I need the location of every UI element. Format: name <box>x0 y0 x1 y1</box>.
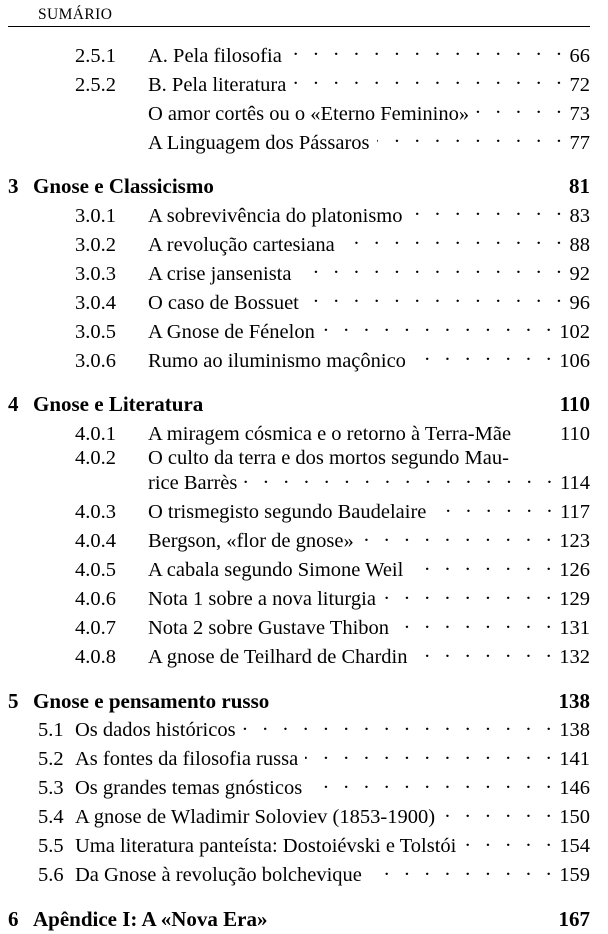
toc-subsection-row[interactable] <box>8 774 590 799</box>
subsection-number: 3.0.6 <box>75 349 116 372</box>
toc-chapter-row[interactable] <box>8 688 590 713</box>
chapter-number: 3 <box>8 174 19 198</box>
toc-entry-line <box>8 448 590 469</box>
chapter-page-number: 138 <box>558 688 590 713</box>
toc-title-wrap <box>148 70 590 95</box>
toc-subsection-row[interactable] <box>8 230 590 255</box>
subsection-title: Rumo ao iluminismo maçônico <box>148 349 406 372</box>
subsection-number: 5.2 <box>38 748 64 770</box>
subsection-page-number: 141 <box>559 748 590 770</box>
subsection-title: Uma literatura panteísta: Dostoiévski e Tolstói <box>75 835 457 857</box>
subsection-number: 4.0.8 <box>75 646 116 668</box>
toc-title-wrap <box>148 346 590 371</box>
toc-title-wrap <box>148 556 590 581</box>
subsection-number: 3.0.3 <box>75 262 116 285</box>
toc-title-wrap <box>148 498 590 523</box>
subsection-number: 5.5 <box>38 835 64 857</box>
subsection-page-number: 131 <box>559 617 590 639</box>
dot-leader <box>518 419 557 440</box>
header-rule <box>8 26 590 27</box>
dot-leader <box>410 556 556 577</box>
toc-subsection-row[interactable] <box>8 643 590 668</box>
subsection-title: Os grandes temas gnósticos <box>75 777 303 799</box>
toc-chapter-row[interactable] <box>8 394 590 415</box>
subsection-page-number: 126 <box>559 559 590 581</box>
toc-title-wrap <box>148 41 590 66</box>
subsection-page-number: 73 <box>569 102 590 125</box>
toc-title-wrap <box>75 745 590 770</box>
toc-unnumbered-row[interactable] <box>8 99 590 124</box>
subsection-page-number: 102 <box>559 320 590 343</box>
subsection-number: 3.0.1 <box>75 204 116 227</box>
subsection-title: O caso de Bossuet <box>148 291 299 314</box>
dot-leader <box>244 469 557 490</box>
toc-title-wrap <box>75 716 590 741</box>
subsection-title: A miragem cósmica e o retorno à Terra-Mãe <box>148 422 512 445</box>
subsection-page-number: 83 <box>569 204 590 227</box>
toc-title-wrap <box>148 643 590 668</box>
toc-title-wrap <box>75 803 590 828</box>
chapter-number: 6 <box>8 906 19 931</box>
subsection-page-number: 146 <box>559 777 590 799</box>
subsection-page-number: 66 <box>569 44 590 67</box>
dot-leader <box>342 230 567 251</box>
chapter-number: 5 <box>8 688 19 713</box>
toc-title-wrap <box>75 774 590 799</box>
dot-leader <box>415 643 557 664</box>
subsection-number: 4.0.6 <box>75 588 116 610</box>
subsection-title: B. Pela literatura <box>148 73 287 96</box>
toc-title-wrap <box>75 861 590 886</box>
dot-leader <box>289 41 567 62</box>
chapter-title: Apêndice I: A «Nova Era» <box>33 906 268 931</box>
subsection-page-number: 154 <box>559 835 590 857</box>
toc-chapter-row[interactable] <box>8 176 590 197</box>
subsection-number: 4.0.3 <box>75 501 116 523</box>
chapter-title: Gnose e pensamento russo <box>33 688 270 713</box>
subsection-number: 4.0.5 <box>75 559 116 581</box>
toc-title-wrap <box>148 288 590 313</box>
subsection-page-number: 114 <box>560 472 590 494</box>
toc-subsection-row[interactable] <box>8 259 590 284</box>
subsection-title: A gnose de Teilhard de Chardin <box>148 646 408 668</box>
toc-subsection-row[interactable] <box>8 317 590 342</box>
toc-subsection-row[interactable] <box>8 614 590 639</box>
subsection-title: Nota 1 sobre a nova liturgia <box>148 588 376 610</box>
running-header: SUMÁRIO <box>38 6 113 23</box>
subsection-number: 5.1 <box>38 719 64 741</box>
subsection-title: Da Gnose à revolução bolchevique <box>75 864 362 886</box>
subsection-number: 2.5.2 <box>75 73 116 96</box>
toc-title-wrap <box>75 832 590 857</box>
subsection-title-continued: rice Barrès <box>148 472 238 494</box>
row-spacer <box>8 930 590 934</box>
subsection-title: A. Pela filosofia <box>148 44 282 67</box>
dot-leader <box>413 346 556 367</box>
subsection-page-number: 92 <box>569 262 590 285</box>
dot-leader <box>309 774 556 795</box>
subsection-page-number: 123 <box>559 530 590 552</box>
subsection-page-number: 106 <box>559 349 590 372</box>
toc-title-wrap <box>148 585 590 610</box>
subsection-page-number: 117 <box>560 501 590 523</box>
toc-title-wrap <box>148 317 590 342</box>
toc-subsection-row[interactable] <box>8 70 590 95</box>
subsection-title: O trismegisto segundo Baudelaire <box>148 501 427 523</box>
dot-leader <box>463 832 556 853</box>
toc-subsection-row[interactable] <box>8 803 590 828</box>
toc-unnumbered-row[interactable] <box>8 128 590 153</box>
chapter-number: 4 <box>8 392 19 416</box>
subsection-page-number: 129 <box>559 588 590 610</box>
subsection-title: A cabala segundo Simone Weil <box>148 559 404 581</box>
chapter-page-number: 167 <box>558 906 590 931</box>
subsection-title: Bergson, «flor de gnose» <box>148 530 354 552</box>
toc-subsection-row[interactable] <box>8 585 590 610</box>
subsection-title: A gnose de Wladimir Soloviev (1853-1900) <box>75 806 436 828</box>
dot-leader <box>383 585 556 606</box>
toc-subsection-row[interactable] <box>8 346 590 371</box>
toc-title-wrap <box>148 469 590 494</box>
dot-leader <box>305 745 556 766</box>
subsection-page-number: 110 <box>560 422 590 445</box>
chapter-page-number: 81 <box>569 174 590 198</box>
dot-leader <box>369 861 556 882</box>
subsection-page-number: 77 <box>569 131 590 154</box>
toc-subsection-row[interactable] <box>8 861 590 886</box>
subsection-page-number: 96 <box>569 291 590 314</box>
subsection-number: 4.0.2 <box>75 447 116 469</box>
toc-title-wrap <box>148 527 590 552</box>
toc-entry-continuation <box>8 469 590 494</box>
toc-title-wrap <box>148 448 590 469</box>
toc-subsection-row[interactable] <box>8 745 590 770</box>
subsection-page-number: 72 <box>569 73 590 96</box>
chapter-title: Gnose e Classicismo <box>33 174 214 198</box>
subsection-number: 3.0.4 <box>75 291 116 314</box>
subsection-page-number: 159 <box>559 864 590 886</box>
chapter-title: Gnose e Literatura <box>33 392 204 416</box>
toc-subsection-row[interactable] <box>8 556 590 581</box>
toc-title-wrap <box>148 99 590 124</box>
dot-leader <box>442 803 556 824</box>
subsection-title: O amor cortês ou o «Eterno Feminino» <box>148 102 470 125</box>
subsection-number: 4.0.1 <box>75 422 116 445</box>
toc-subsection-row[interactable] <box>8 201 590 226</box>
toc-subsection-row[interactable] <box>8 716 590 741</box>
toc-title-wrap <box>148 259 590 284</box>
subsection-number: 3.0.5 <box>75 320 116 343</box>
subsection-number: 3.0.2 <box>75 233 116 256</box>
section-gap <box>8 672 590 691</box>
subsection-title: A Gnose de Fénelon <box>148 320 315 343</box>
subsection-title: As fontes da filosofia russa <box>75 748 299 770</box>
toc-subsection-row[interactable] <box>8 288 590 313</box>
toc-subsection-row[interactable] <box>8 448 590 494</box>
toc-subsection-row[interactable] <box>8 41 590 66</box>
toc-subsection-row[interactable] <box>8 419 590 444</box>
dot-leader <box>396 614 556 635</box>
subsection-number: 5.3 <box>38 777 64 799</box>
subsection-title: A crise jansenista <box>148 262 292 285</box>
subsection-number: 4.0.4 <box>75 530 116 552</box>
toc-subsection-row[interactable] <box>8 527 590 552</box>
subsection-title: A revolução cartesiana <box>148 233 335 256</box>
subsection-title: A sobrevivência do platonismo <box>148 204 403 227</box>
subsection-number: 5.4 <box>38 806 64 828</box>
table-of-contents <box>8 41 590 934</box>
subsection-number: 2.5.1 <box>75 44 116 67</box>
toc-chapter-row[interactable] <box>8 906 590 931</box>
dot-leader <box>410 201 567 222</box>
subsection-page-number: 138 <box>559 719 590 741</box>
toc-title-wrap <box>148 128 590 153</box>
dot-leader <box>476 99 566 120</box>
dot-leader <box>377 128 567 149</box>
subsection-title: O culto da terra e dos mortos segundo Mau- <box>148 447 509 469</box>
subsection-title: Os dados históricos <box>75 719 236 741</box>
subsection-number: 5.6 <box>38 864 64 886</box>
section-gap <box>8 890 590 909</box>
dot-leader <box>293 70 566 91</box>
subsection-title: A Linguagem dos Pássaros <box>148 131 370 154</box>
toc-title-wrap <box>148 201 590 226</box>
dot-leader <box>298 259 566 280</box>
subsection-number: 4.0.7 <box>75 617 116 639</box>
toc-subsection-row[interactable] <box>8 832 590 857</box>
subsection-page-number: 88 <box>569 233 590 256</box>
dot-leader <box>243 716 557 737</box>
toc-title-wrap <box>148 419 590 444</box>
subsection-page-number: 150 <box>559 806 590 828</box>
toc-title-wrap <box>148 230 590 255</box>
subsection-page-number: 132 <box>559 646 590 668</box>
chapter-page-number: 110 <box>559 392 590 416</box>
subsection-title: Nota 2 sobre Gustave Thibon <box>148 617 390 639</box>
dot-leader <box>322 317 556 338</box>
dot-leader <box>306 288 567 309</box>
dot-leader <box>433 498 557 519</box>
toc-title-wrap <box>148 614 590 639</box>
toc-subsection-row[interactable] <box>8 498 590 523</box>
dot-leader <box>361 527 557 548</box>
